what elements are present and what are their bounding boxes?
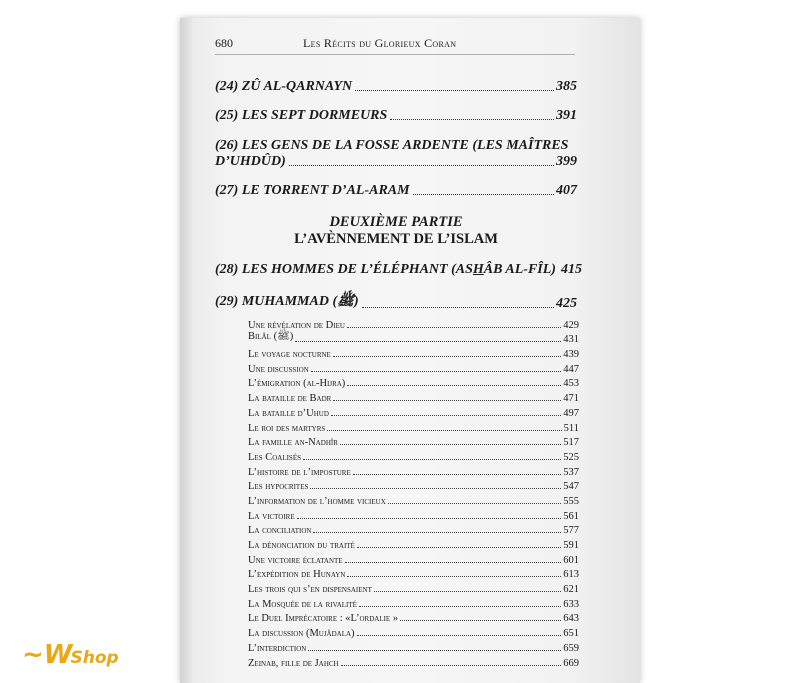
sub-entry-page: 511 xyxy=(563,422,579,434)
leader-dots xyxy=(359,606,561,607)
leader-dots xyxy=(390,119,554,120)
sub-entry-label: L’interdiction xyxy=(248,642,307,654)
list-item xyxy=(248,624,579,639)
sub-entry-label: La bataille de Badr xyxy=(248,393,332,405)
leader-dots xyxy=(297,518,562,519)
list-item xyxy=(248,610,579,625)
leader-dots xyxy=(362,307,554,308)
entry-page: 415 xyxy=(560,262,582,277)
list-item xyxy=(248,580,579,595)
list-item xyxy=(248,478,579,493)
leader-dots xyxy=(308,650,561,651)
leader-dots xyxy=(341,665,562,666)
list-item xyxy=(248,639,579,654)
sub-entry-label: Les hypocrites xyxy=(248,481,309,493)
page-number: 680 xyxy=(215,36,233,50)
list-item xyxy=(248,434,579,449)
sub-entry-label: La famille an-Nadhîr xyxy=(248,437,338,449)
entry-label-line2: D’UHDÛD) xyxy=(215,154,286,169)
list-item xyxy=(248,536,579,551)
sub-entry-page: 447 xyxy=(563,363,579,375)
sub-entry-label: Les Coalisés xyxy=(248,451,301,463)
sub-entry-page: 517 xyxy=(563,437,579,449)
list-item xyxy=(248,375,579,390)
list-item xyxy=(248,316,579,331)
toc-entry-26 xyxy=(215,138,577,170)
leader-dots xyxy=(347,327,561,328)
list-item xyxy=(248,492,579,507)
sub-entry-label: Une révélation de Dieu xyxy=(248,319,345,331)
leader-dots xyxy=(333,356,561,357)
entry-page: 391 xyxy=(556,108,577,123)
list-item xyxy=(248,654,579,669)
sub-entry-page: 561 xyxy=(563,510,579,522)
list-item xyxy=(248,566,579,581)
leader-dots xyxy=(388,503,561,504)
sub-entry-page: 643 xyxy=(563,613,579,625)
sub-entry-label: La Mosquée de la rivalité xyxy=(248,598,357,610)
leader-dots xyxy=(310,488,561,489)
toc-entry-24 xyxy=(215,79,577,95)
entry-label xyxy=(215,262,556,278)
sub-entry-page: 547 xyxy=(563,481,579,493)
leader-dots xyxy=(327,430,561,431)
leader-dots xyxy=(295,341,561,342)
list-item xyxy=(248,331,579,346)
header-rule xyxy=(215,54,575,55)
entry-label-line1: (26) LES GENS DE LA FOSSE ARDENTE (LES MAÎTRES xyxy=(215,138,569,153)
leader-dots xyxy=(413,194,554,195)
sub-entry-label: Le voyage nocturne xyxy=(248,349,331,361)
leader-dots xyxy=(355,90,554,91)
sub-entry-page: 577 xyxy=(563,525,579,537)
leader-dots xyxy=(345,562,562,563)
sub-entry-page: 613 xyxy=(563,569,579,581)
sub-entry-page: 659 xyxy=(563,642,579,654)
leader-dots xyxy=(353,474,562,475)
logo-text: Shop xyxy=(70,648,119,668)
list-item xyxy=(248,551,579,566)
entry-label-underlined: H xyxy=(472,262,484,277)
leader-dots xyxy=(289,165,554,166)
entry-page: 425 xyxy=(556,296,577,311)
entry-label: (25) LES SEPT DORMEURS xyxy=(215,108,388,123)
sub-entry-label: La bataille d’Uhud xyxy=(248,407,329,419)
leader-dots xyxy=(303,459,561,460)
list-item xyxy=(248,522,579,537)
entry-label-part-a: (28) LES HOMMES DE L’ÉLÉPHANT (AS xyxy=(215,262,473,277)
sub-entry-label: L’information de l’homme vicieux xyxy=(248,495,386,507)
leader-dots xyxy=(357,635,562,636)
toc-entry-29 xyxy=(215,292,577,312)
list-item xyxy=(248,595,579,610)
shop-logo xyxy=(22,640,119,670)
leader-dots xyxy=(333,400,561,401)
entry-page: 385 xyxy=(556,79,577,94)
leader-dots xyxy=(347,385,561,386)
leader-dots xyxy=(331,415,561,416)
entry-page: 399 xyxy=(556,154,577,169)
sub-entry-page: 497 xyxy=(563,407,579,419)
part-heading xyxy=(215,214,577,248)
part-subtitle: DEUXIÈME PARTIE xyxy=(329,214,463,230)
sub-entry-page: 651 xyxy=(563,628,579,640)
entry-label: (29) MUHAMMAD (ﷺ) xyxy=(215,294,359,309)
sub-entry-label: Les trois qui s’en dispensaient xyxy=(248,584,372,596)
sub-entry-page: 537 xyxy=(563,466,579,478)
sub-entry-page: 471 xyxy=(563,393,579,405)
sub-entry-page: 453 xyxy=(563,378,579,390)
page-fold-shadow xyxy=(180,18,194,683)
sub-entry-page: 431 xyxy=(563,334,579,346)
leader-dots xyxy=(347,576,561,577)
entry-label: (27) LE TORRENT D’AL-ARAM xyxy=(215,183,410,198)
list-item xyxy=(248,463,579,478)
sub-entry-page: 429 xyxy=(563,319,579,331)
leader-dots xyxy=(374,591,561,592)
entry-page: 407 xyxy=(556,183,577,198)
list-item xyxy=(248,389,579,404)
sub-entry-page: 439 xyxy=(563,349,579,361)
leader-dots xyxy=(400,620,561,621)
leader-dots xyxy=(313,532,561,533)
list-item xyxy=(248,404,579,419)
toc-entry-25 xyxy=(215,108,577,124)
sub-entry-label: L’histoire de l’imposture xyxy=(248,466,351,478)
sub-entry-page: 601 xyxy=(563,554,579,566)
sub-entry-label: Une discussion xyxy=(248,363,309,375)
sub-entry-label: Le roi des martyrs xyxy=(248,422,326,434)
part-title: L’AVÈNNEMENT DE L’ISLAM xyxy=(294,231,498,247)
list-item xyxy=(248,419,579,434)
logo-mark-icon: ~W xyxy=(22,640,73,670)
toc-entry-28 xyxy=(215,262,582,278)
entry-label-part-b: ÂB AL-FÎL) xyxy=(483,262,556,277)
sub-entry-page: 555 xyxy=(563,495,579,507)
sub-entry-label: Bilâl (ﷺ) xyxy=(248,331,294,343)
sub-entries-list xyxy=(248,316,579,669)
sub-entry-label: Une victoire éclatante xyxy=(248,554,343,566)
page-header xyxy=(215,36,575,51)
leader-dots xyxy=(311,371,561,372)
sub-entry-page: 621 xyxy=(563,584,579,596)
list-item xyxy=(248,448,579,463)
sub-entry-page: 525 xyxy=(563,451,579,463)
running-title: Les Récits du Glorieux Coran xyxy=(303,36,457,50)
list-item xyxy=(248,360,579,375)
list-item xyxy=(248,507,579,522)
toc-entry-27 xyxy=(215,183,577,199)
sub-entry-label: La conciliation xyxy=(248,525,312,537)
list-item xyxy=(248,345,579,360)
sub-entry-label: La victoire xyxy=(248,510,295,522)
sub-entry-label: La discussion (Mujâdala) xyxy=(248,628,355,640)
sub-entry-page: 633 xyxy=(563,598,579,610)
leader-dots xyxy=(357,547,561,548)
sub-entry-label: L’émigration (al-Hijra) xyxy=(248,378,346,390)
sub-entry-label: La dénonciation du traité xyxy=(248,540,355,551)
leader-dots xyxy=(340,444,561,445)
entry-label: (24) ZÛ AL-QARNAYN xyxy=(215,79,353,94)
sub-entry-page: 591 xyxy=(563,540,579,551)
sub-entry-label: Zeinab, fille de Jahch xyxy=(248,657,339,669)
sub-entry-label: L’expédition de Hunayn xyxy=(248,569,346,581)
sub-entry-label: Le Duel Imprécatoire : «L’ordalie » xyxy=(248,613,399,625)
sub-entry-page: 669 xyxy=(563,657,579,669)
